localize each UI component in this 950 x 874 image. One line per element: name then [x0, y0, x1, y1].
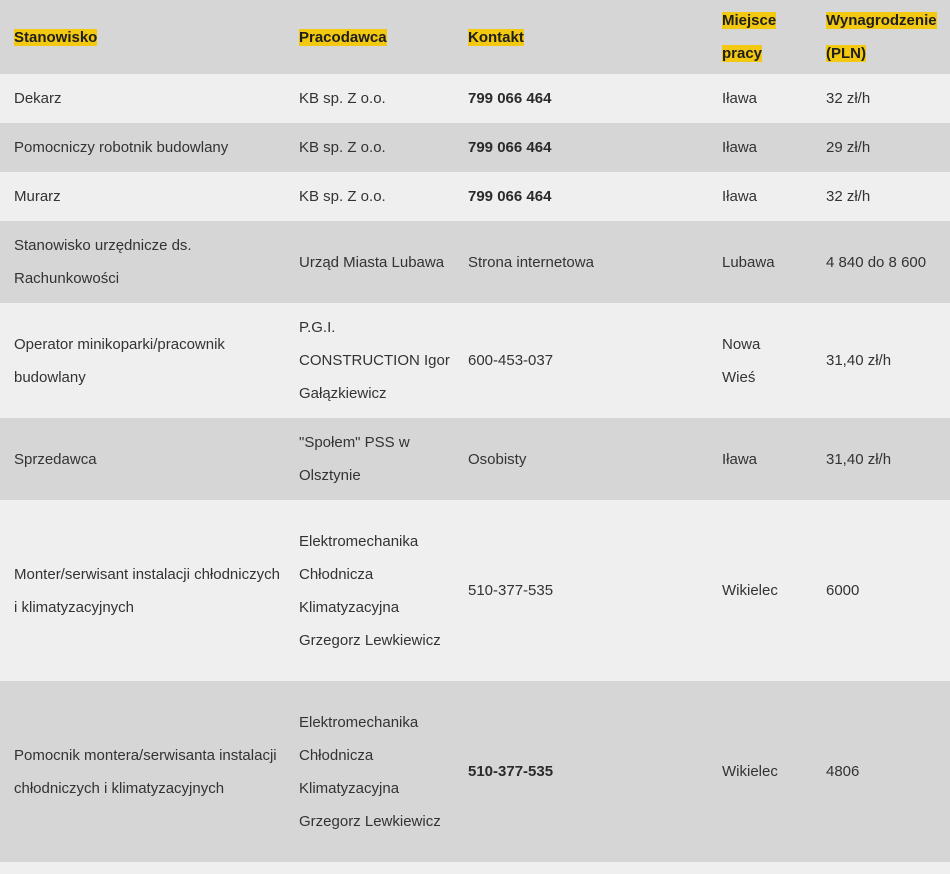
- cell-salary: 4 840 do 8 600: [826, 253, 927, 271]
- cell-place: Wikielec: [722, 582, 778, 599]
- table-row: [0, 74, 950, 123]
- cell-position: Stanowisko urzędnicze ds. Rachunkowości: [14, 237, 192, 287]
- cell-position: Dekarz: [14, 90, 62, 107]
- cell-employer: Elektromechanika Chłodnicza Klimatyzacyjna Grzegorz Lewkiewicz: [299, 713, 441, 830]
- cell-position: Monter/serwisant instalacji chłodniczych i klimatyzacyjnych: [14, 565, 280, 616]
- cell-salary: 4806: [826, 763, 860, 780]
- cell-position: Pomocniczy robotnik budowlany: [14, 139, 229, 156]
- table-row: [0, 221, 950, 303]
- cell-place: Iława: [722, 188, 758, 205]
- cell-contact: Osobisty: [468, 450, 527, 468]
- cell-employer: Urząd Miasta Lubawa: [299, 253, 445, 271]
- cell-place: Lubawa: [722, 253, 775, 271]
- header-employer: Pracodawca: [299, 28, 387, 46]
- cell-contact: 600-453-037: [468, 352, 554, 369]
- cell-employer: P.G.I. CONSTRUCTION Igor Gałązkiewicz: [299, 319, 450, 402]
- table-continuation: [0, 862, 950, 874]
- table-row: [0, 123, 950, 172]
- cell-salary: 31,40 zł/h: [826, 352, 892, 369]
- cell-salary: 29 zł/h: [826, 139, 871, 156]
- table-row: [0, 303, 950, 418]
- table-row: [0, 418, 950, 500]
- cell-place: Iława: [722, 139, 758, 156]
- cell-contact: 510-377-535: [468, 582, 554, 599]
- cell-contact: 799 066 464: [468, 139, 552, 156]
- table-row: [0, 681, 950, 862]
- cell-position: Murarz: [14, 188, 61, 205]
- table-row: [0, 172, 950, 221]
- cell-place: Nowa Wieś: [722, 335, 761, 386]
- cell-position: Pomocnik montera/serwisanta instalacji chłodniczych i klimatyzacyjnych: [14, 746, 277, 797]
- cell-place: Iława: [722, 90, 758, 107]
- header-place: Miejsce pracy: [722, 12, 777, 62]
- cell-contact: 510-377-535: [468, 763, 554, 780]
- cell-employer: KB sp. Z o.o.: [299, 188, 386, 205]
- cell-position: Sprzedawca: [14, 450, 97, 468]
- table-row: [0, 500, 950, 681]
- cell-place: Iława: [722, 450, 758, 468]
- cell-salary: 32 zł/h: [826, 90, 871, 107]
- header-position: Stanowisko: [14, 28, 98, 46]
- cell-contact: Strona internetowa: [468, 253, 594, 271]
- cell-salary: 32 zł/h: [826, 188, 871, 205]
- cell-employer: KB sp. Z o.o.: [299, 90, 386, 107]
- cell-place: Wikielec: [722, 763, 778, 780]
- cell-contact: 799 066 464: [468, 188, 552, 205]
- cell-position: Operator minikoparki/pracownik budowlany: [14, 335, 225, 386]
- table-header-row: [0, 0, 950, 74]
- cell-salary: 31,40 zł/h: [826, 450, 892, 468]
- header-salary: Wynagrodzenie (PLN): [826, 12, 937, 62]
- header-contact: Kontakt: [468, 28, 524, 46]
- cell-salary: 6000: [826, 582, 860, 599]
- cell-contact: 799 066 464: [468, 90, 552, 107]
- cell-employer: Elektromechanika Chłodnicza Klimatyzacyjna Grzegorz Lewkiewicz: [299, 532, 441, 649]
- cell-employer: KB sp. Z o.o.: [299, 139, 386, 156]
- cell-employer: "Społem" PSS w Olsztynie: [299, 434, 410, 484]
